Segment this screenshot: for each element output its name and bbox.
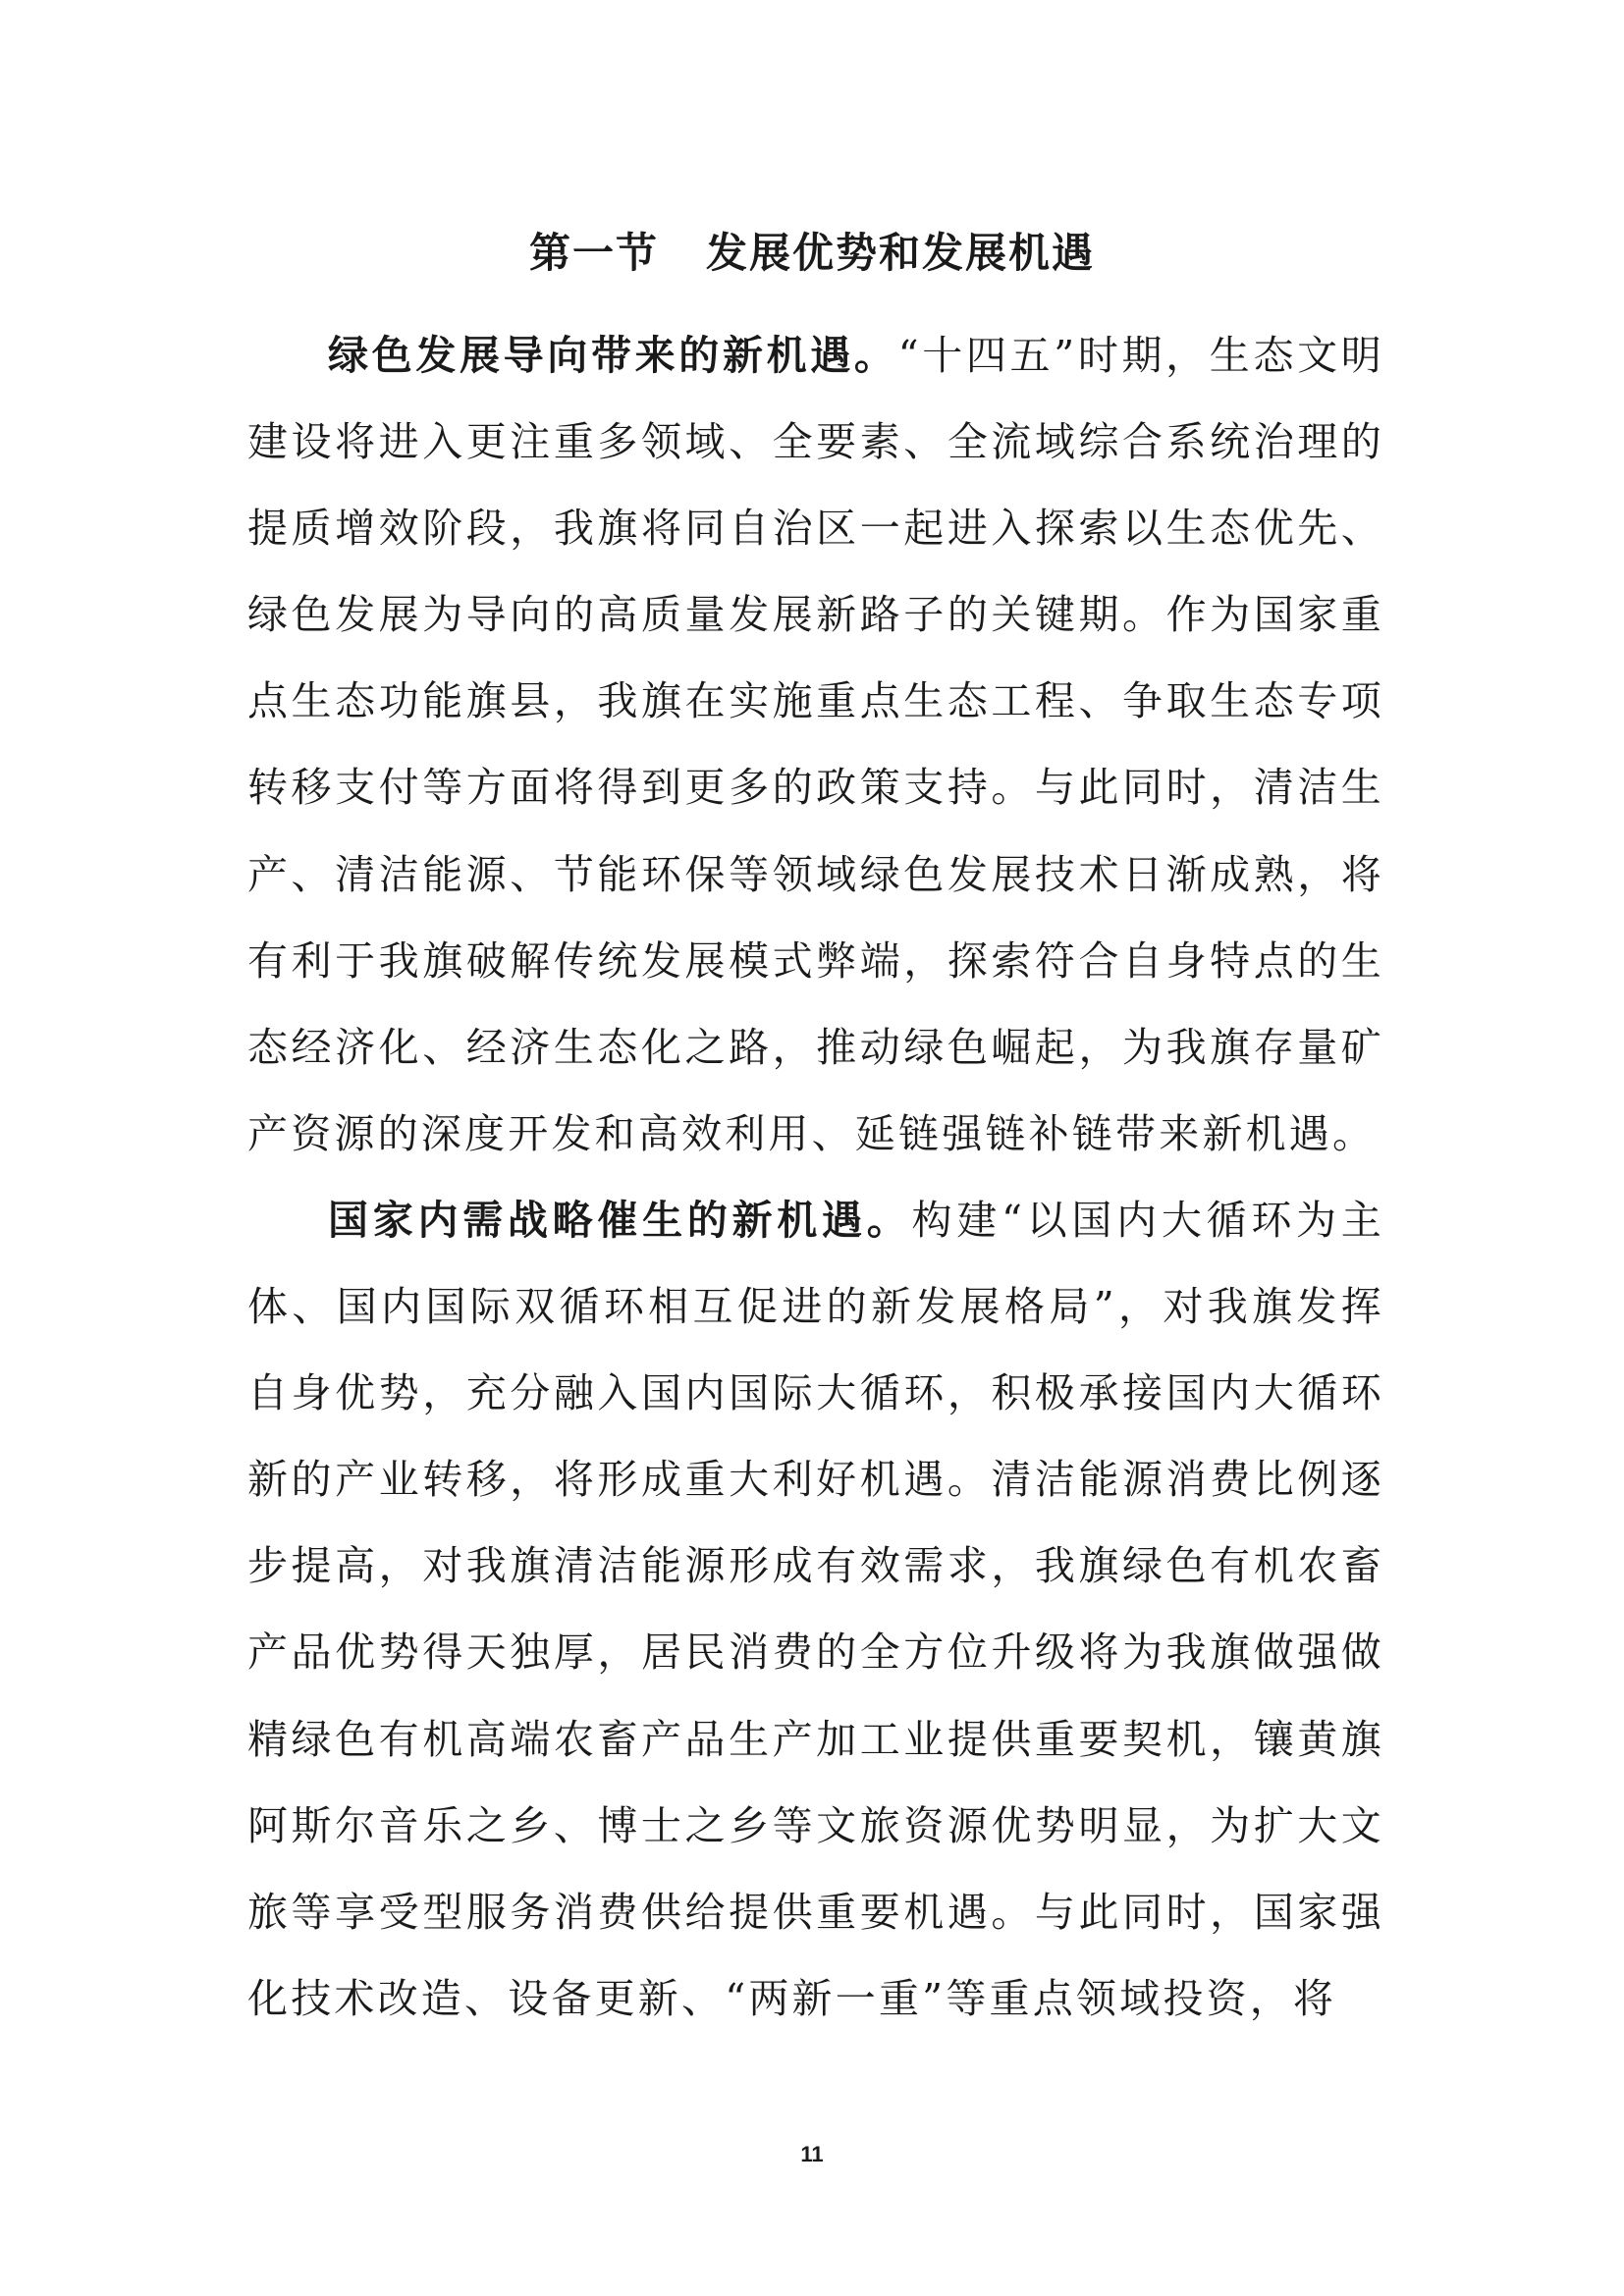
- body-text: [247, 312, 1384, 2042]
- page-number: 11: [800, 2142, 824, 2166]
- paragraph-domestic-demand: [247, 1177, 1384, 2042]
- paragraph-green-development: [247, 312, 1384, 1177]
- section-heading: [0, 218, 1624, 289]
- section-title-text: 发展优势和发展机遇: [706, 229, 1096, 277]
- paragraph-lead: 国家内需战略催生的新机遇。: [328, 1196, 912, 1244]
- paragraph-body: “十四五”时期，生态文明建设将进入更注重多领域、全要素、全流域综合系统治理的提质增效阶段，我旗将同自治区一起进入探索以生态优先、绿色发展为导向的高质量发展新路子的关键期。作为国家重点生态功能旗县，我旗在实施重点生态工程、争取生态专项转移支付等方面将得到更多的政策支持。与此同时，清洁生产、清洁能源、节能环保等领域绿色发展技术日渐成熟，将有利于我旗破解传统发展模式弊端，探索符合自身特点的生态经济化、经济生态化之路，推动绿色崛起，为我旗存量矿产资源的深度开发和高效利用、延链强链补链带来新机遇。: [247, 332, 1384, 1157]
- section-number: 第一节: [528, 229, 659, 277]
- paragraph-body: 构建“以国内大循环为主体、国内国际双循环相互促进的新发展格局”，对我旗发挥自身优势，充分融入国内国际大循环，积极承接国内大循环新的产业转移，将形成重大利好机遇。清洁能源消费比例逐步提高，对我旗清洁能源形成有效需求，我旗绿色有机农畜产品优势得天独厚，居民消费的全方位升级将为我旗做强做精绿色有机高端农畜产品生产加工业提供重要契机，镶黄旗阿斯尔音乐之乡、博士之乡等文旅资源优势明显，为扩大文旅等享受型服务消费供给提供重要机遇。与此同时，国家强化技术改造、设备更新、“两新一重”等重点领域投资，将: [247, 1196, 1384, 2022]
- paragraph-lead: 绿色发展导向带来的新机遇。: [328, 332, 898, 379]
